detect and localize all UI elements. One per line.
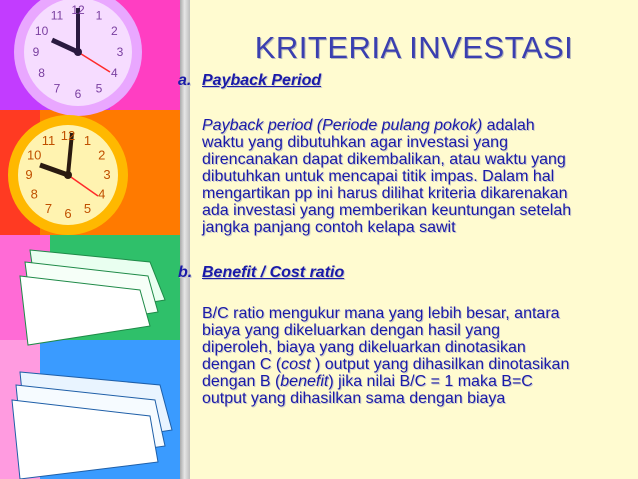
italic-text: cost xyxy=(281,356,311,373)
text-run: ) output yang dihasilkan dinotasikan xyxy=(310,356,570,373)
text-run: dibutuhkan untuk mencapai titik impas. Dalam hal xyxy=(202,168,555,185)
slide-title: KRITERIA INVESTASI xyxy=(254,30,574,65)
paragraph-line xyxy=(202,322,622,339)
text-run: mengartikan pp ini harus dilihat kriteria dikarenakan xyxy=(202,185,568,202)
text-run: jangka panjang contoh kelapa sawit xyxy=(202,219,456,236)
clock-numeral: 6 xyxy=(74,87,82,101)
clock-numeral: 3 xyxy=(103,167,111,182)
paragraph-line xyxy=(202,151,622,168)
clock-numeral: 7 xyxy=(53,81,61,96)
paragraph-line xyxy=(202,373,622,390)
clock-numeral: 3 xyxy=(116,45,124,59)
text-run: ada investasi yang memberikan keuntungan setelah xyxy=(202,202,572,219)
text-run: biaya yang dikeluarkan dengan hasil yang xyxy=(202,322,500,339)
paragraph-line xyxy=(202,305,622,322)
italic-text: benefit xyxy=(280,373,329,390)
clock-numeral: 5 xyxy=(83,200,92,216)
text-run: direncanakan dapat dikembalikan, atau waktu yang xyxy=(202,151,566,168)
collage-art xyxy=(0,0,186,479)
paragraph-line xyxy=(202,185,622,202)
paragraph-line xyxy=(202,202,622,219)
clock-numeral: 5 xyxy=(95,81,103,96)
paragraph-line xyxy=(202,168,622,185)
clock-numeral: 6 xyxy=(64,206,72,221)
section-marker: a. xyxy=(178,72,192,89)
text-run: ) jika nilai B/C = 1 maka B=C xyxy=(328,373,533,390)
clock-numeral: 1 xyxy=(83,133,92,149)
section-b-paragraph xyxy=(202,305,622,407)
text-run: dengan B ( xyxy=(202,373,281,390)
paragraph-line xyxy=(202,390,622,407)
section-title: Benefit / Cost ratio xyxy=(202,264,345,281)
clock-numeral: 12 xyxy=(60,128,76,143)
clock-numeral: 2 xyxy=(98,147,106,163)
clock-numeral: 4 xyxy=(98,186,106,202)
clock-numeral: 7 xyxy=(44,200,53,216)
text-run: adalah xyxy=(482,117,535,134)
clock-numeral: 4 xyxy=(111,66,118,80)
clock-numeral: 10 xyxy=(26,147,42,163)
clock-numeral: 10 xyxy=(34,24,49,38)
clock-numeral: 1 xyxy=(95,8,103,23)
text-run: B/C ratio mengukur mana yang lebih besar, antara xyxy=(202,305,560,322)
paragraph-line xyxy=(202,134,622,151)
section-a-paragraph xyxy=(202,117,622,236)
clock-numeral: 11 xyxy=(41,133,56,149)
clock-numeral: 9 xyxy=(25,167,33,182)
paragraph-line xyxy=(202,339,622,356)
section-heading-a xyxy=(178,72,321,89)
paragraph-line xyxy=(202,219,622,236)
section-marker: b. xyxy=(178,264,193,281)
paragraph-line xyxy=(202,117,622,134)
paper-stack-icon xyxy=(12,372,172,479)
section-heading-b xyxy=(178,264,344,281)
clock-numeral: 2 xyxy=(111,24,118,38)
clock-numeral: 8 xyxy=(30,186,38,202)
text-run: waktu yang dibutuhkan agar investasi yang xyxy=(202,134,508,151)
italic-text: Payback period (Periode pulang pokok) xyxy=(202,117,483,134)
clock-numeral: 9 xyxy=(32,45,40,59)
clock-numeral: 12 xyxy=(71,3,85,17)
text-run: diperoleh, biaya yang dikeluarkan dinotasikan xyxy=(202,339,526,356)
clock-numeral: 8 xyxy=(38,66,45,80)
section-title: Payback Period xyxy=(202,72,322,89)
paragraph-line xyxy=(202,356,622,373)
clock-numeral: 11 xyxy=(50,8,64,23)
text-run: output yang dihasilkan sama dengan biaya xyxy=(202,390,506,407)
text-run: dengan C ( xyxy=(202,356,282,373)
decorative-collage xyxy=(0,0,186,479)
